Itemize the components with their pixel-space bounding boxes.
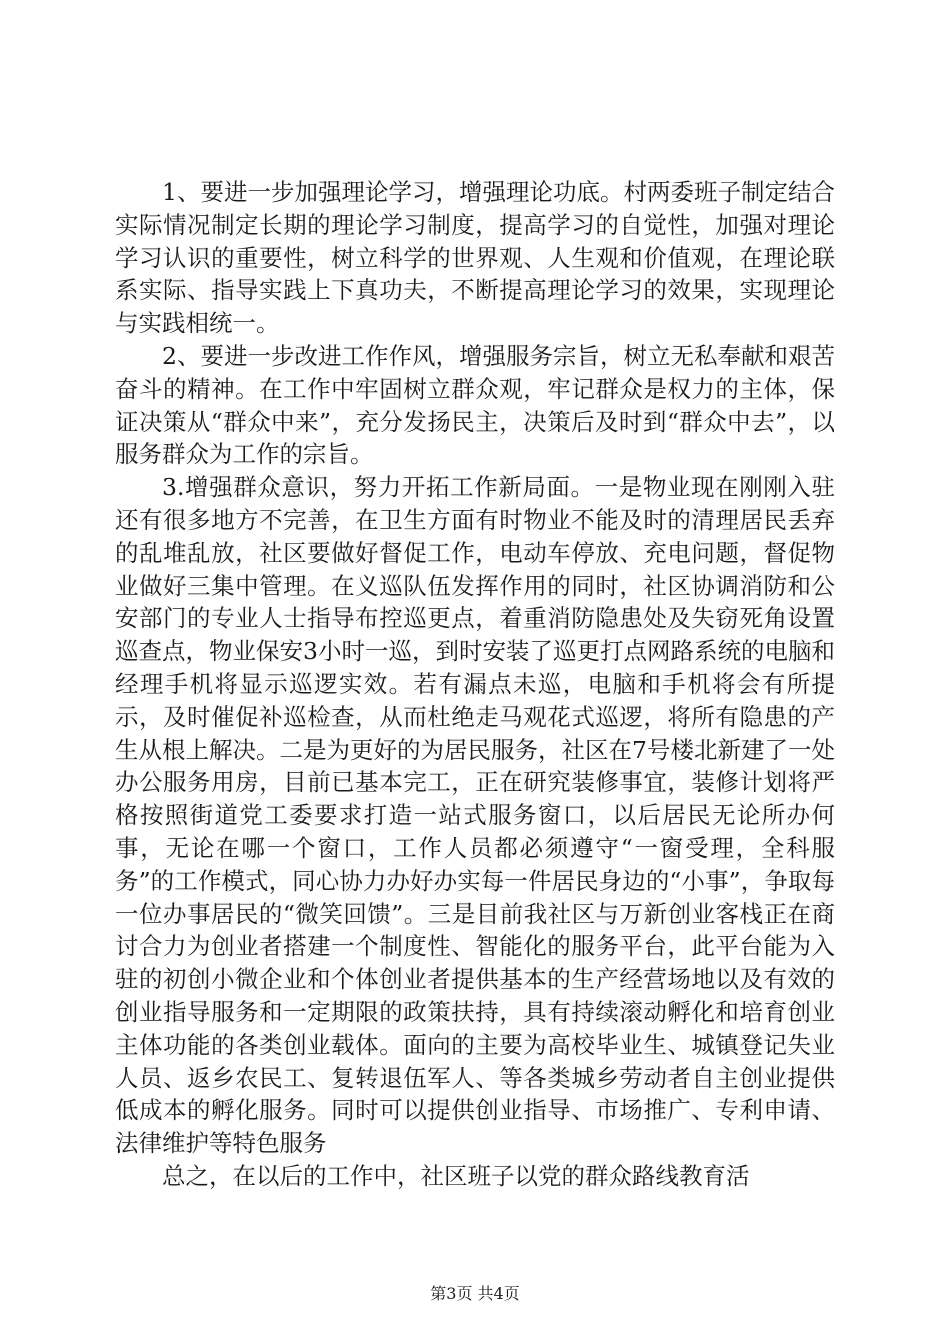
paragraph-3: 3.增强群众意识，努力开拓工作新局面。一是物业现在刚刚入驻还有很多地方不完善，在卫生方面有时物业不能及时的清理居民丢弃的乱堆乱放，社区要做好督促工作，电动车停放、充电问题，督促物业做好三集中管理。在义巡队伍发挥作用的同时，社区协调消防和公安部门的专业人士指导布控巡更点，着重消防隐患处及失窃死角设置巡查点，物业保安3小时一巡，到时安装了巡更打点网路系统的电脑和经理手机将显示巡逻实效。若有漏点未巡，电脑和手机将会有所提示，及时催促补巡检查，从而杜绝走马观花式巡逻，将所有隐患的产生从根上解决。二是为更好的为居民服务，社区在7号楼北新建了一处办公服务用房，目前已基本完工，正在研究装修事宜，装修计划将严格按照街道党工委要求打造一站式服务窗口，以后居民无论所办何事，无论在哪一个窗口，工作人员都必须遵守“一窗受理，全科服务”的工作模式，同心协力办好办实每一件居民身边的“小事”，争取每一位办事居民的“微笑回馈”。三是目前我社区与万新创业客栈正在商讨合力为创业者搭建一个制度性、智能化的服务平台，此平台能为入驻的初创小微企业和个体创业者提供基本的生产经营场地以及有效的创业指导服务和一定期限的政策扶持，具有持续滚动孵化和培育创业主体功能的各类创业载体。面向的主要为高校毕业生、城镇登记失业人员、返乡农民工、复转退伍军人、等各类城乡劳动者自主创业提供低成本的孵化服务。同时可以提供创业指导、市场推广、专利申请、法律维护等特色服务	[115, 473, 835, 1158]
page-footer: 第3页 共4页	[430, 1284, 520, 1303]
paragraph-1: 1、要进一步加强理论学习，增强理论功底。村两委班子制定结合实际情况制定长期的理论学习制度，提高学习的自觉性，加强对理论学习认识的重要性，树立科学的世界观、人生观和价值观，在理论联系实际、指导实践上下真功夫，不断提高理论学习的效果，实现理论与实践相统一。	[115, 178, 835, 338]
paragraph-4: 总之，在以后的工作中，社区班子以党的群众路线教育活	[162, 1161, 750, 1190]
paragraph-2: 2、要进一步改进工作作风，增强服务宗旨，树立无私奉献和艰苦奋斗的精神。在工作中牢固树立群众观，牢记群众是权力的主体，保证决策从“群众中来”，充分发扬民主，决策后及时到“群众中去”，以服务群众为工作的宗旨。	[115, 341, 835, 469]
document-body	[115, 176, 835, 1193]
